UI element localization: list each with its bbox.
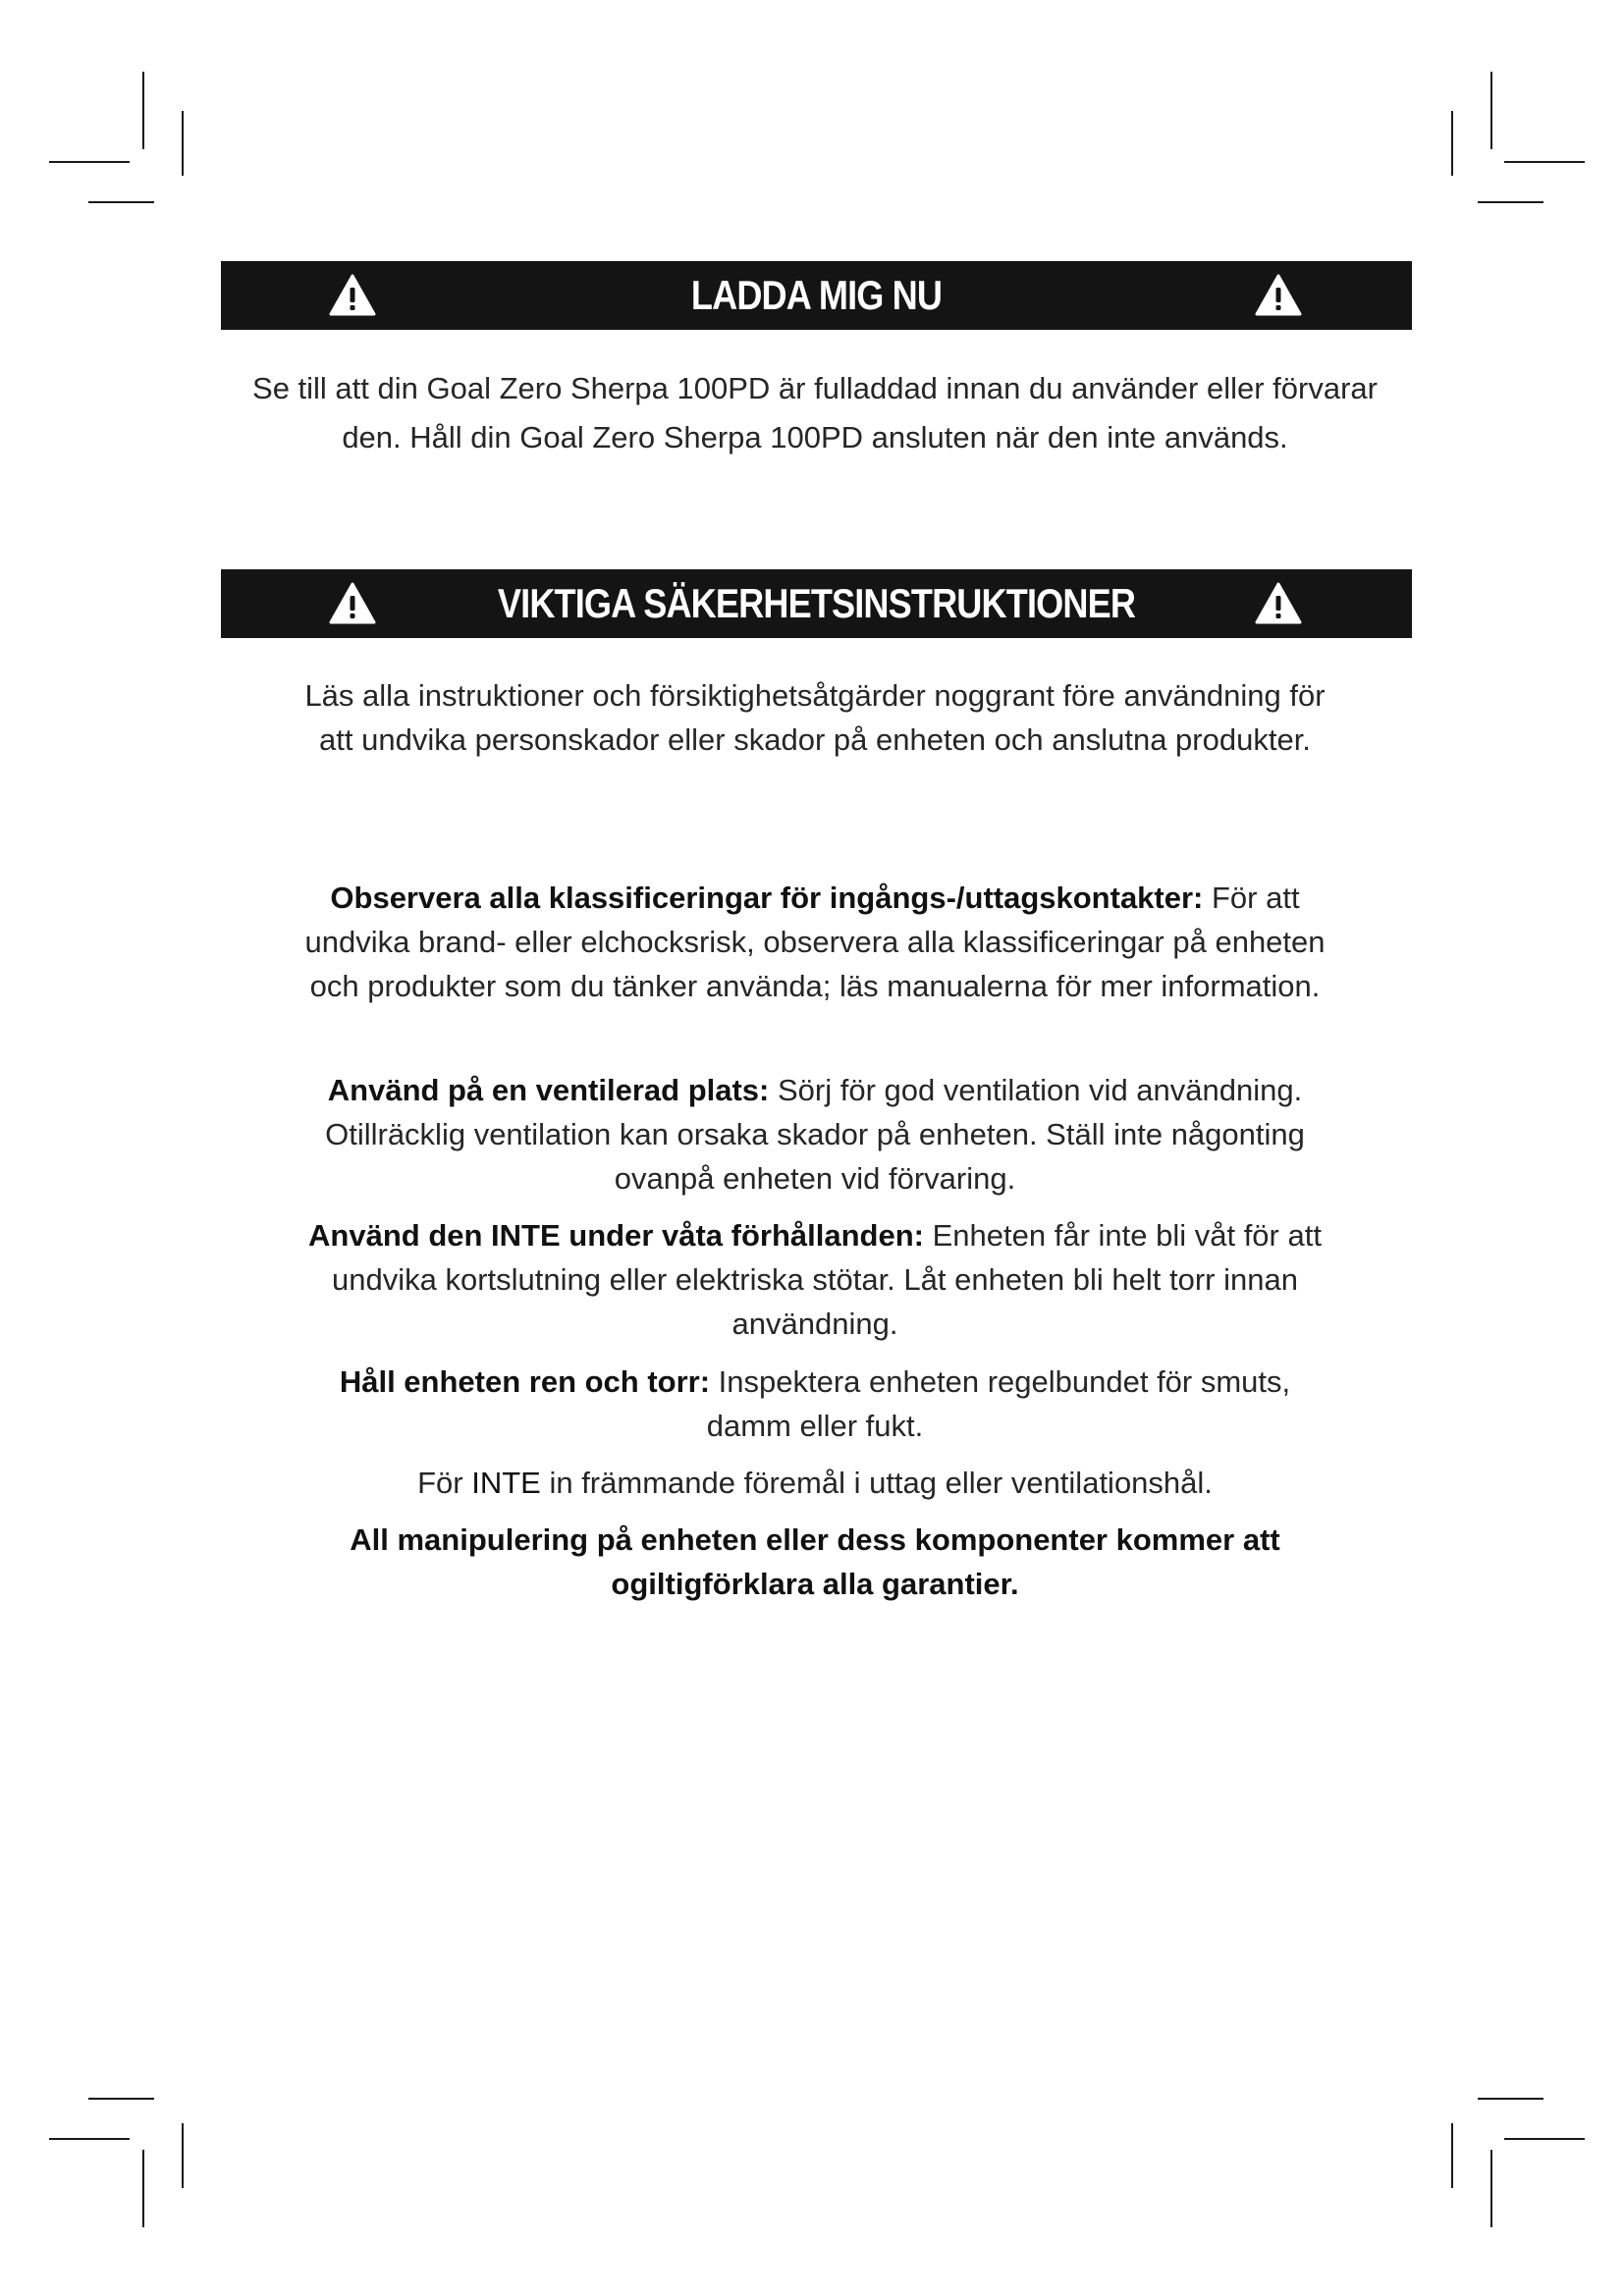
crop-mark [1451,2123,1453,2188]
safety-item-text: För att undvika brand- eller elchocksrisk, observera alla klassificeringar på enheten och produkter som du tänker använda; läs manualerna för mer information. [304,881,1326,1003]
crop-mark [49,2138,130,2140]
safety-item-paragraph [295,876,1335,1008]
crop-mark [182,111,184,176]
crop-mark [88,201,154,203]
crop-mark [182,2123,184,2188]
warning-triangle-icon [1254,581,1303,626]
foreign-objects-after: in främmande föremål i uttag eller ventilationshål. [540,1466,1213,1500]
safety-item-text: Enheten får inte bli våt för att undvika kortslutning eller elektriska stötar. Låt enheten bli helt torr innan användning. [332,1218,1322,1341]
crop-mark [1478,2098,1543,2100]
safety-item-text: Inspektera enheten regelbundet för smuts, damm eller fukt. [706,1364,1291,1443]
crop-mark [1504,2138,1585,2140]
crop-mark [1490,72,1492,149]
foreign-objects-emphasis: INTE [471,1466,541,1500]
crop-mark [142,72,144,149]
safety-item-paragraph [295,1360,1335,1448]
safety-item-lead: Använd på en ventilerad plats: [327,1073,770,1107]
crop-mark [1478,201,1543,203]
safety-intro [304,673,1326,762]
foreign-objects-paragraph [295,1461,1335,1505]
charge-title: LADDA MIG NU [690,272,943,318]
safety-intro-paragraph: Läs alla instruktioner och försiktighetsåtgärder noggrant före användning för att undvika personskador eller skador på enheten och anslutna produkter. [304,678,1326,757]
safety-item [295,876,1335,1008]
safety-item-lead: Håll enheten ren och torr: [339,1364,711,1399]
foreign-objects-before: För [417,1466,472,1500]
safety-item [295,1068,1335,1201]
crop-mark [1451,111,1453,176]
safety-title: VIKTIGA SÄKERHETSINSTRUKTIONER [497,580,1136,626]
safety-item-paragraph [295,1213,1335,1346]
warranty-note [324,1518,1306,1606]
crop-mark [1490,2150,1492,2227]
charge-body [236,364,1394,462]
safety-item-paragraph [295,1068,1335,1201]
safety-item [295,1360,1335,1448]
charge-banner [221,261,1412,330]
warranty-paragraph: All manipulering på enheten eller dess komponenter kommer att ogiltigförklara alla garantier. [350,1522,1280,1601]
safety-banner [221,569,1412,638]
foreign-objects-note [295,1461,1335,1505]
crop-mark [1504,161,1585,163]
crop-mark [88,2098,154,2100]
crop-mark [142,2150,144,2227]
charge-paragraph: Se till att din Goal Zero Sherpa 100PD är fulladdad innan du använder eller förvarar den. Håll din Goal Zero Sherpa 100PD ansluten när den inte används. [252,371,1378,454]
safety-item [295,1213,1335,1346]
warning-triangle-icon [1254,273,1303,318]
safety-item-lead: Observera alla klassificeringar för ingångs-/uttagskontakter: [330,881,1204,915]
safety-item-text: Sörj för god ventilation vid användning. Otillräcklig ventilation kan orsaka skador på enheten. Ställ inte någonting ovanpå enheten vid förvaring. [325,1073,1305,1196]
crop-mark [49,161,130,163]
safety-item-lead: Använd den INTE under våta förhållanden: [308,1218,924,1253]
